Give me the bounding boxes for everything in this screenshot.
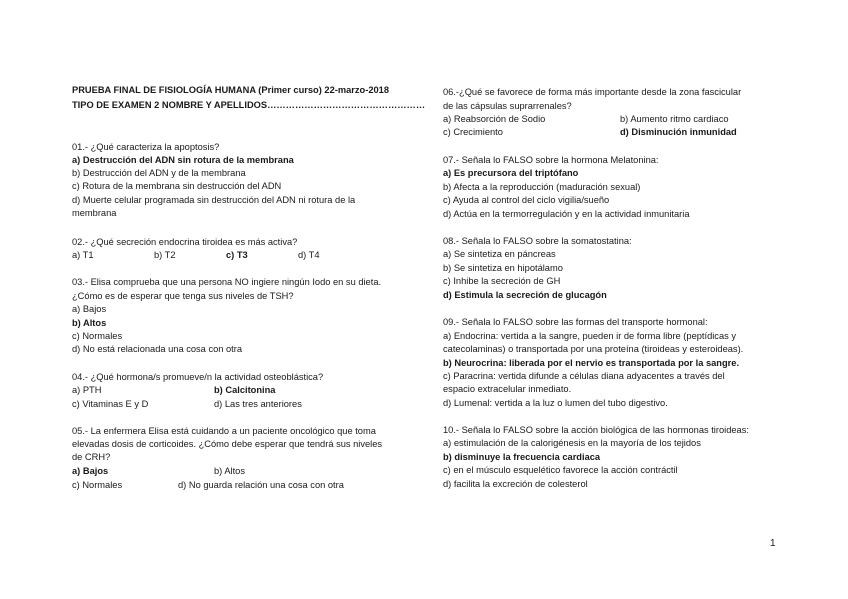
q01-option-d-cont: membrana: [72, 208, 117, 218]
q09-option-a-cont: catecolaminas) o transportada por una proteína (tiroideas y esteroideas).: [443, 344, 744, 354]
q05-option-a: a) Bajos: [72, 466, 109, 476]
q09-option-a: a) Endocrina: vertida a la sangre, pueden ir de forma libre (peptídicas y: [443, 331, 737, 341]
q10-option-b: b) disminuye la frecuencia cardiaca: [443, 452, 601, 462]
q03-question-cont: ¿Cómo es de esperar que tenga sus niveles de TSH?: [72, 291, 294, 301]
q07-option-b: b) Afecta a la reproducción (maduración sexual): [443, 182, 641, 192]
q05-option-c: c) Normales: [72, 480, 123, 490]
q05-question-cont: elevadas dosis de corticoides. ¿Cómo debe esperar que tendrá sus niveles: [72, 439, 383, 449]
q06-option-a: a) Reabsorción de Sodio: [443, 114, 546, 124]
q07-option-d: d) Actúa en la termorregulación y en la actividad inmunitaria: [443, 209, 690, 219]
q09-option-b: b) Neurocrina: liberada por el nervio es transportada por la sangre.: [443, 358, 740, 368]
q06-option-b: b) Aumento ritmo cardiaco: [620, 114, 729, 124]
q05-option-b: b) Altos: [214, 466, 246, 476]
q04-option-d: d) Las tres anteriores: [214, 399, 302, 409]
q10-option-c: c) en el músculo esquelético favorece la acción contráctil: [443, 465, 678, 475]
q02-option-b: b) T2: [154, 250, 176, 260]
q08-option-d: d) Estimula la secreción de glucagón: [443, 290, 607, 300]
q02-option-c: c) T3: [226, 250, 248, 260]
q04-option-c: c) Vitaminas E y D: [72, 399, 149, 409]
q08-option-c: c) Inhibe la secreción de GH: [443, 276, 561, 286]
q06-question: 06.-¿Qué se favorece de forma más importante desde la zona fascicular: [443, 87, 742, 97]
q01-option-c: c) Rotura de la membrana sin destrucción del ADN: [72, 181, 282, 191]
q03-option-d: d) No está relacionada una cosa con otra: [72, 344, 243, 354]
q01-question: 01.- ¿Qué caracteriza la apoptosis?: [72, 142, 220, 152]
q09-option-c-cont: espacio extracelular inmediato.: [443, 384, 572, 394]
q02-option-a: a) T1: [72, 250, 94, 260]
q03-option-c: c) Normales: [72, 331, 123, 341]
q04-option-a: a) PTH: [72, 385, 102, 395]
page-number: 1: [770, 538, 776, 549]
q06-option-c: c) Crecimiento: [443, 127, 503, 137]
q10-question: 10.- Señala lo FALSO sobre la acción biológica de las hormonas tiroideas:: [443, 425, 749, 435]
q01-option-a: a) Destrucción del ADN sin rotura de la membrana: [72, 155, 294, 165]
q05-option-d: d) No guarda relación una cosa con otra: [178, 480, 344, 490]
q04-question: 04.- ¿Qué hormona/s promueve/n la actividad osteoblástica?: [72, 372, 324, 382]
q07-question: 07.- Señala lo FALSO sobre la hormona Melatonina:: [443, 155, 659, 165]
q02-option-d: d) T4: [298, 250, 320, 260]
q08-question: 08.- Señala lo FALSO sobre la somatostatina:: [443, 236, 632, 246]
q09-option-c: c) Paracrina: vertida difunde a células diana adyacentes a través del: [443, 371, 725, 381]
q10-option-a: a) estimulación de la calorigénesis en la mayoría de los tejidos: [443, 438, 701, 448]
q02-question: 02.- ¿Qué secreción endocrina tiroidea es más activa?: [72, 237, 298, 247]
q01-option-b: b) Destrucción del ADN y de la membrana: [72, 168, 246, 178]
q05-question: 05.- La enfermera Elisa está cuidando a un paciente oncológico que toma: [72, 426, 376, 436]
q09-question: 09.- Señala lo FALSO sobre las formas del transporte hormonal:: [443, 317, 708, 327]
exam-type-name-line: TIPO DE EXAMEN 2 NOMBRE Y APELLIDOS……………………………………………: [72, 100, 426, 110]
q03-option-b: b) Altos: [72, 318, 107, 328]
q05-question-cont2: de CRH?: [72, 452, 111, 462]
exam-title: PRUEBA FINAL DE FISIOLOGÍA HUMANA (Primer curso) 22-marzo-2018: [72, 85, 390, 95]
q07-option-a: a) Es precursora del triptófano: [443, 168, 579, 178]
q08-option-b: b) Se sintetiza en hipotálamo: [443, 263, 563, 273]
q01-option-d: d) Muerte celular programada sin destrucción del ADN ni rotura de la: [72, 195, 356, 205]
q09-option-d: d) Lumenal: vertida a la luz o lumen del tubo digestivo.: [443, 398, 668, 408]
q03-option-a: a) Bajos: [72, 304, 107, 314]
q03-question: 03.- Elisa comprueba que una persona NO ingiere ningún Iodo en su dieta.: [72, 277, 382, 287]
q06-question-cont: de las cápsulas suprarrenales?: [443, 101, 572, 111]
q10-option-d: d) facilita la excreción de colesterol: [443, 479, 588, 489]
q07-option-c: c) Ayuda al control del ciclo vigilia/sueño: [443, 195, 610, 205]
q06-option-d: d) Disminución inmunidad: [620, 127, 737, 137]
q08-option-a: a) Se sintetiza en páncreas: [443, 249, 556, 259]
q04-option-b: b) Calcitonina: [214, 385, 276, 395]
